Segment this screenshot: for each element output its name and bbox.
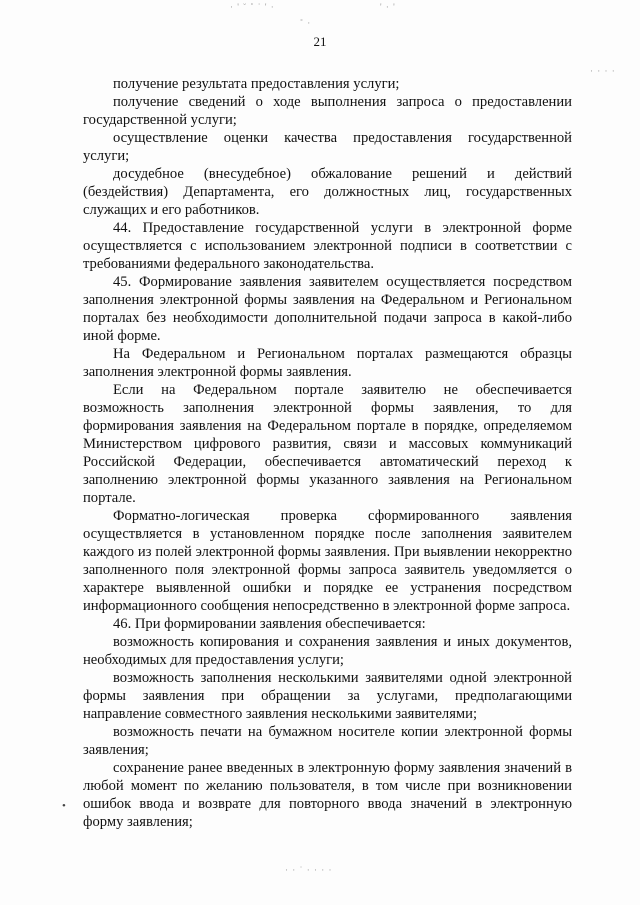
paragraph: На Федеральном и Региональном порталах размещаются образцы заполнения электронной формы заявления. [83, 346, 572, 380]
paragraph: 45. Формирование заявления заявителем осуществляется посредством заполнения электронной формы заявления на Федеральном и Региональном порталах без необходимости дополнительной подачи запроса в какой-либо иной форме. [83, 274, 572, 344]
scan-artifact: · · ˙ · · · · [285, 865, 333, 875]
scan-artifact: ˚ · [300, 18, 312, 28]
paragraph: осуществление оценки качества предоставления государственной услуги; [83, 130, 572, 164]
paragraph: возможность печати на бумажном носителе копии электронной формы заявления; [83, 724, 572, 758]
scan-artifact: · ' ˘ ˚ ˙ ' · [230, 2, 275, 12]
scan-artifact: • [62, 800, 67, 812]
paragraph: возможность копирования и сохранения заявления и иных документов, необходимых для предоставления услуги; [83, 634, 572, 668]
paragraph: получение результата предоставления услуги; [113, 76, 400, 92]
scan-artifact: ' · ' [380, 2, 396, 12]
document-body [83, 75, 572, 831]
paragraph: получение сведений о ходе выполнения запроса о предоставлении государственной услуги; [83, 94, 572, 128]
scan-artifact: · · · · [590, 66, 616, 76]
paragraph: досудебное (внесудебное) обжалование решений и действий (бездействия) Департамента, его должностных лиц, государственных служащих и его работников. [83, 166, 572, 218]
paragraph: возможность заполнения несколькими заявителями одной электронной формы заявления при обращении за услугами, предполагающими направление совместного заявления несколькими заявителями; [83, 670, 572, 722]
paragraph: 44. Предоставление государственной услуги в электронной форме осуществляется с использованием электронной подписи в соответствии с требованиями федерального законодательства. [83, 220, 572, 272]
paragraph: Если на Федеральном портале заявителю не обеспечивается возможность заполнения электронной формы заявления, то для формирования заявления на Федеральном портале в порядке, определяемом Министерством цифрового развития, связи и массовых коммуникаций Российской Федерации, обеспечивается автоматический переход к заполнению электронной формы указанного заявления на Региональном портале. [83, 382, 572, 506]
paragraph: 46. При формировании заявления обеспечивается: [113, 616, 426, 632]
page-number: 21 [313, 34, 327, 49]
paragraph: сохранение ранее введенных в электронную форму заявления значений в любой момент по желанию пользователя, в том числе при возникновении ошибок ввода и возврате для повторного ввода значений в электронную форму заявления; [83, 760, 572, 830]
paragraph: Форматно-логическая проверка сформированного заявления осуществляется в установленном порядке после заполнения заявителем каждого из полей электронной формы заявления. При выявлении некорректно заполненного поля электронной формы запроса заявитель уведомляется о характере выявленной ошибки и порядке ее устранения посредством информационного сообщения непосредственно в электронной форме запроса. [83, 508, 572, 614]
